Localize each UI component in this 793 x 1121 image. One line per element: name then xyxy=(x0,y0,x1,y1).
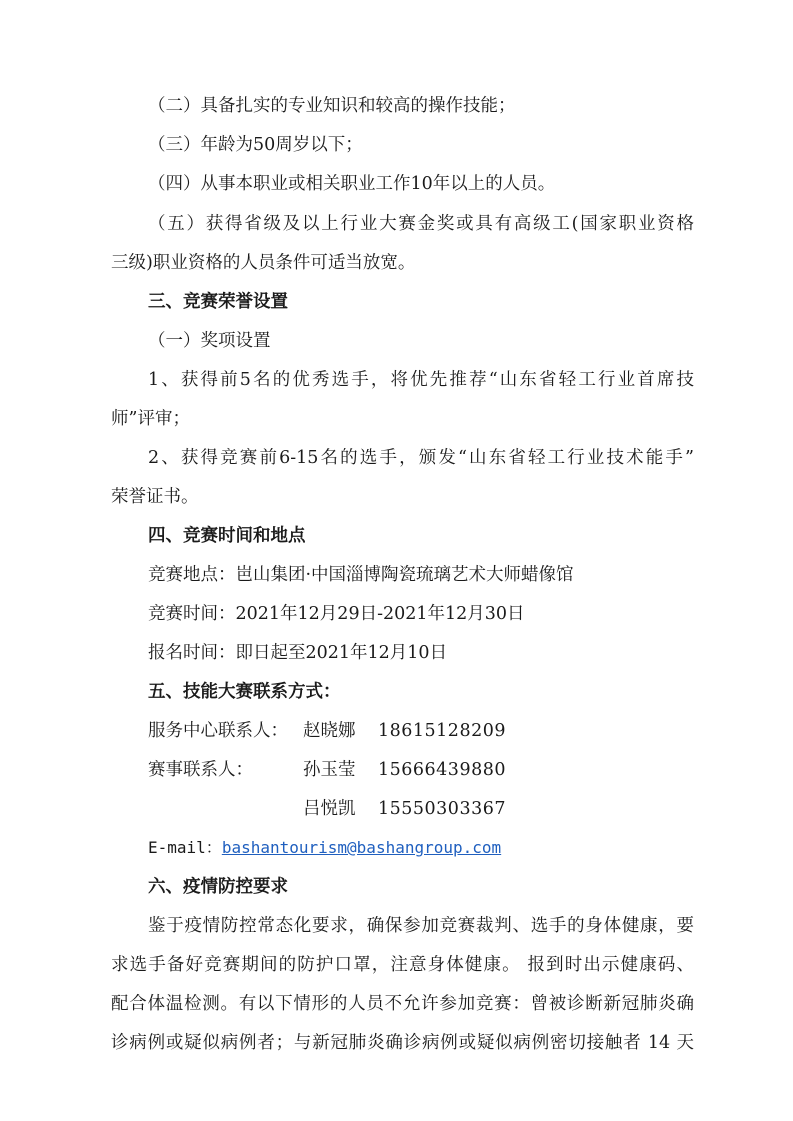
event-contact-name-1: 孙玉莹 xyxy=(303,760,356,780)
competition-venue: 竞赛地点：岜山集团·中国淄博陶瓷琉璃艺术大师蜡像馆 xyxy=(148,565,574,585)
event-contact-phone-2: 15550303367 xyxy=(378,799,506,819)
event-contact-name-2: 吕悦凯 xyxy=(303,799,356,819)
service-contact-phone: 18615128209 xyxy=(378,721,506,741)
award-1-line2: 师”评审； xyxy=(111,409,190,429)
registration-time: 报名时间：即日起至2021年12月10日 xyxy=(148,643,448,663)
event-contact-label: 赛事联系人： xyxy=(148,760,253,780)
award-2-line1: 2、获得竞赛前6-15名的选手，颁发“山东省轻工行业技术能手” xyxy=(148,448,694,468)
event-contact-phone-1: 15666439880 xyxy=(378,760,506,780)
email-label: E-mail： xyxy=(148,838,222,857)
requirement-item-2: （二）具备扎实的专业知识和较高的操作技能； xyxy=(148,96,516,116)
service-contact-label: 服务中心联系人： xyxy=(148,721,288,741)
epidemic-paragraph-line4: 诊病例或疑似病例者；与新冠肺炎确诊病例或疑似病例密切接触者 14 天 xyxy=(111,1033,694,1053)
epidemic-paragraph-line1: 鉴于疫情防控常态化要求，确保参加竞赛裁判、选手的身体健康，要 xyxy=(148,916,694,936)
requirement-item-3: （三）年龄为50周岁以下； xyxy=(148,135,363,155)
section-5-heading: 五、技能大赛联系方式： xyxy=(148,682,341,702)
award-1-line1: 1、获得前5名的优秀选手，将优先推荐“山东省轻工行业首席技 xyxy=(148,370,694,390)
email-link[interactable]: bashantourism@bashangroup.com xyxy=(221,838,502,857)
section-3-heading: 三、竞赛荣誉设置 xyxy=(148,292,288,312)
email-row xyxy=(148,836,501,860)
requirement-item-5-line2: 三级)职业资格的人员条件可适当放宽。 xyxy=(111,253,416,273)
section-6-heading: 六、疫情防控要求 xyxy=(148,877,288,897)
award-settings-subheading: （一）奖项设置 xyxy=(148,331,271,351)
service-contact-name: 赵晓娜 xyxy=(303,721,356,741)
section-4-heading: 四、竞赛时间和地点 xyxy=(148,526,306,546)
requirement-item-5-line1: （五）获得省级及以上行业大赛金奖或具有高级工(国家职业资格 xyxy=(148,214,694,234)
award-2-line2: 荣誉证书。 xyxy=(111,487,199,507)
epidemic-paragraph-line2: 求选手备好竞赛期间的防护口罩，注意身体健康。 报到时出示健康码、 xyxy=(111,955,694,975)
competition-time: 竞赛时间：2021年12月29日-2021年12月30日 xyxy=(148,604,525,624)
epidemic-paragraph-line3: 配合体温检测。有以下情形的人员不允许参加竞赛：曾被诊断新冠肺炎确 xyxy=(111,994,694,1014)
requirement-item-4: （四）从事本职业或相关职业工作10年以上的人员。 xyxy=(148,174,556,194)
